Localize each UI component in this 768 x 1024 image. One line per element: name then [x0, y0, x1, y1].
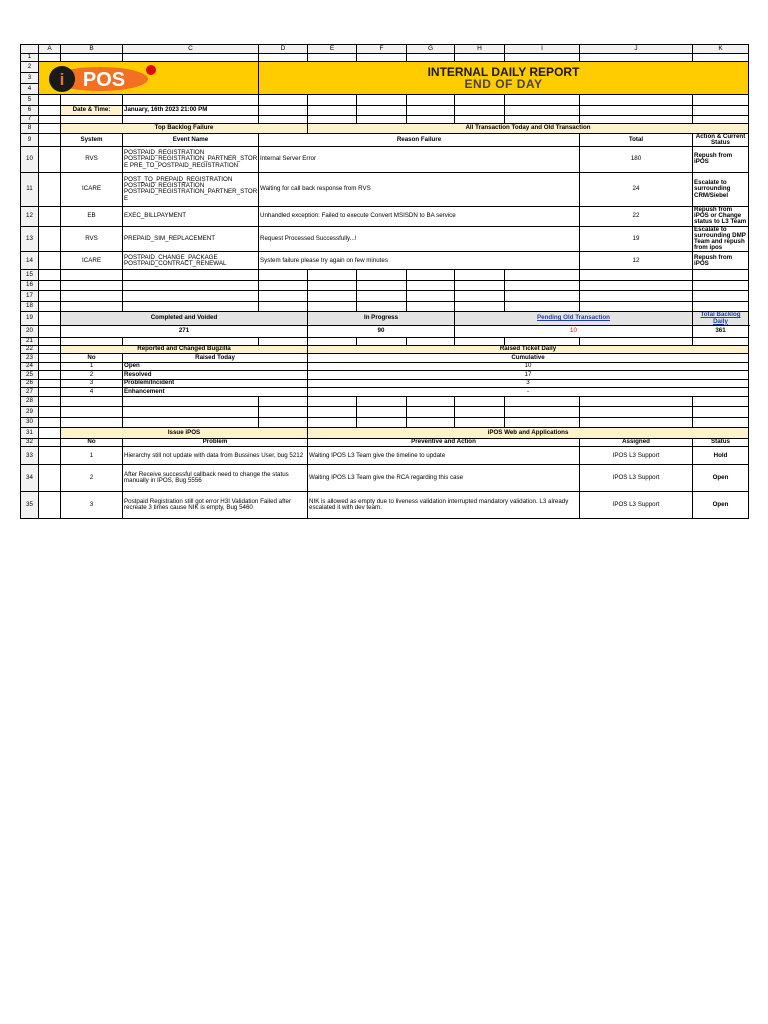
bug-value-cell[interactable]: 3 [308, 379, 749, 388]
bug-no-cell[interactable]: 3 [61, 379, 123, 388]
row-number[interactable]: 22 [21, 345, 39, 354]
issue-no-cell[interactable]: 3 [61, 492, 123, 519]
total-cell[interactable]: 22 [580, 206, 693, 226]
no-header: No [61, 354, 123, 363]
row-number[interactable]: 27 [21, 388, 39, 397]
row-number[interactable]: 4 [21, 84, 39, 95]
table-row [21, 465, 749, 492]
column-header-row [21, 45, 749, 54]
row-number[interactable]: 7 [21, 116, 39, 124]
ipos-logo [40, 62, 257, 94]
row-number[interactable]: 11 [21, 172, 39, 206]
bug-value-cell[interactable]: 10 [308, 362, 749, 371]
assigned-header: Assigned [580, 438, 693, 447]
system-cell[interactable]: RVS [61, 226, 123, 252]
table-row [21, 371, 749, 380]
action-cell[interactable]: NIK is allowed as empty due to liveness validation interrupted mandatory validation. L3 already escalated it with dev team. [308, 492, 580, 519]
row-number[interactable]: 15 [21, 270, 39, 281]
row-number[interactable]: 26 [21, 379, 39, 388]
row-number[interactable]: 10 [21, 146, 39, 172]
assigned-cell[interactable]: IPOS L3 Support [580, 465, 693, 492]
action-cell[interactable]: Waiting IPOS L3 Team give the RCA regarding this case [308, 465, 580, 492]
action-cell[interactable]: Repush from iPOS [693, 146, 749, 172]
date-value[interactable]: January, 16th 2023 21:00 PM [123, 105, 259, 116]
table-row [21, 379, 749, 388]
issue-no-cell[interactable]: 2 [61, 465, 123, 492]
bug-no-cell[interactable]: 4 [61, 388, 123, 397]
total-backlog-value[interactable]: 361 [693, 325, 749, 337]
system-header: System [61, 133, 123, 146]
all-transaction-section: All Transaction Today and Old Transaction [308, 124, 749, 134]
in-progress-label: In Progress [308, 312, 455, 325]
row-number[interactable]: 24 [21, 362, 39, 371]
action-cell[interactable]: Escalate to surrounding CRM/Siebel [693, 172, 749, 206]
total-cell[interactable]: 12 [580, 252, 693, 270]
reason-cell[interactable]: Request Processed Successfully...! [259, 226, 580, 252]
column-header-c[interactable]: C [123, 45, 259, 54]
column-header-g[interactable]: G [407, 45, 455, 54]
row-number[interactable]: 6 [21, 105, 39, 116]
logo-cell [39, 62, 259, 95]
corner-cell[interactable] [21, 45, 39, 54]
total-cell[interactable]: 24 [580, 172, 693, 206]
issue-no-header: No [61, 438, 123, 447]
table-row [21, 206, 749, 226]
row-number[interactable]: 25 [21, 371, 39, 380]
action-cell[interactable]: Escalate to surrounding DMP Team and repush from ipos [693, 226, 749, 252]
row-number[interactable]: 28 [21, 396, 39, 407]
table-row [21, 146, 749, 172]
reason-failure-header: Reason Failure [259, 133, 580, 146]
column-header-d[interactable]: D [259, 45, 308, 54]
preventive-action-header: Preventive and Action [308, 438, 580, 447]
ipos-web-section: iPOS Web and Applications [308, 428, 749, 439]
pending-old-transaction-link[interactable] [455, 312, 693, 325]
raised-today-header: Raised Today [123, 354, 308, 363]
table-row [21, 252, 749, 270]
assigned-cell[interactable]: IPOS L3 Support [580, 492, 693, 519]
row-number[interactable]: 9 [21, 133, 39, 146]
row-number[interactable]: 34 [21, 465, 39, 492]
system-cell[interactable]: RVS [61, 146, 123, 172]
total-cell[interactable]: 19 [580, 226, 693, 252]
table-row [21, 447, 749, 465]
bug-label-cell[interactable]: Enhancement [123, 388, 308, 397]
bug-label-cell[interactable]: Open [123, 362, 308, 371]
report-title-line1: INTERNAL DAILY REPORT [427, 65, 580, 79]
status-cell[interactable]: Open [693, 492, 749, 519]
event-name-cell[interactable]: PREPAID_SIM_REPLACEMENT [123, 226, 259, 252]
pending-old-transaction-label[interactable]: Pending Old Transaction [537, 314, 610, 322]
assigned-cell[interactable]: IPOS L3 Support [580, 447, 693, 465]
table-row [21, 226, 749, 252]
reason-cell[interactable]: Unhandled exception: Failed to execute Convert MSISDN to BA service [259, 206, 580, 226]
table-row [21, 388, 749, 397]
date-label: Date & Time: [61, 105, 123, 116]
bug-value-cell[interactable]: - [308, 388, 749, 397]
row-number[interactable]: 17 [21, 291, 39, 302]
row-number[interactable]: 3 [21, 73, 39, 84]
system-cell[interactable]: EB [61, 206, 123, 226]
column-header-i[interactable]: I [505, 45, 580, 54]
bug-no-cell[interactable]: 1 [61, 362, 123, 371]
bug-value-cell[interactable]: 17 [308, 371, 749, 380]
row-number[interactable]: 30 [21, 417, 39, 428]
table-row [21, 492, 749, 519]
completed-value[interactable]: 271 [61, 325, 308, 337]
pending-value[interactable]: 10 [455, 325, 693, 337]
status-cell[interactable]: Open [693, 465, 749, 492]
table-row [21, 362, 749, 371]
system-cell[interactable]: ICARE [61, 172, 123, 206]
total-cell[interactable]: 180 [580, 146, 693, 172]
event-name-cell[interactable]: POST_TO_PREPAID_REGISTRATION POSTPAID_REGISTRATION POSTPAID_REGISTRATION_PARTNER_STOR E [123, 172, 259, 206]
problem-cell[interactable]: Hierarchy still not update with data from Bussines User, bug 5212 [123, 447, 308, 465]
row-number[interactable]: 2 [21, 62, 39, 73]
column-header-h[interactable]: H [455, 45, 505, 54]
system-cell[interactable]: ICARE [61, 252, 123, 270]
row-number[interactable]: 33 [21, 447, 39, 465]
problem-cell[interactable]: Postpaid Registration still got error H3I Validation Failed after recreate 3 times cause NIK is empty, Bug 5460 [123, 492, 308, 519]
reason-cell[interactable]: Internal Server Error [259, 146, 580, 172]
row-number[interactable]: 14 [21, 252, 39, 270]
top-backlog-section: Top Backlog Failure [61, 124, 308, 134]
reason-cell[interactable]: System failure please try again on few minutes [259, 252, 580, 270]
column-header-k[interactable]: K [693, 45, 749, 54]
action-cell[interactable]: Repush from iPOS or Change status to L3 Team [693, 206, 749, 226]
logo-text: POS [82, 69, 126, 91]
bug-no-cell[interactable]: 2 [61, 371, 123, 380]
column-header-e[interactable]: E [308, 45, 357, 54]
report-title-line2: END OF DAY [464, 77, 543, 91]
row-number[interactable]: 29 [21, 407, 39, 418]
cumulative-header: Cumulative [308, 354, 749, 363]
action-cell[interactable]: Waiting IPOS L3 Team give the timeline to update [308, 447, 580, 465]
bugzilla-section: Reported and Changed Bugzilla [61, 345, 308, 354]
row-number[interactable]: 23 [21, 354, 39, 363]
column-header-b[interactable]: B [61, 45, 123, 54]
completed-label: Completed and Voided [61, 312, 308, 325]
row-number[interactable]: 12 [21, 206, 39, 226]
problem-header: Problem [123, 438, 308, 447]
ipos-logo-icon [44, 64, 160, 94]
action-status-header: Action & Current Status [693, 133, 749, 146]
table-row [21, 172, 749, 206]
row-number[interactable]: 20 [21, 325, 39, 337]
raised-ticket-section: Raised Ticket Daily [308, 345, 749, 354]
row-number[interactable]: 32 [21, 438, 39, 447]
event-name-header: Event Name [123, 133, 259, 146]
issue-no-cell[interactable]: 1 [61, 447, 123, 465]
row-number[interactable]: 8 [21, 124, 39, 134]
reason-cell[interactable]: Waiting for call back response from RVS [259, 172, 580, 206]
issue-ipos-section: Issue iPOS [61, 428, 308, 439]
problem-cell[interactable]: After Receive successful callback need to change the status manually in IPOS, Bug 5556 [123, 465, 308, 492]
row-number[interactable]: 31 [21, 428, 39, 439]
row-number[interactable]: 5 [21, 95, 39, 106]
row-number[interactable]: 35 [21, 492, 39, 519]
total-backlog-daily-link[interactable] [693, 312, 749, 325]
total-backlog-daily-label[interactable]: Total Backlog Daily [700, 311, 741, 325]
row-number[interactable]: 13 [21, 226, 39, 252]
status-cell[interactable]: Hold [693, 447, 749, 465]
action-cell[interactable]: Repush from iPOS [693, 252, 749, 270]
row-number[interactable]: 19 [21, 312, 39, 325]
status-header: Status [693, 438, 749, 447]
total-header: Total [580, 133, 693, 146]
event-name-cell[interactable]: POSTPAID_REGISTRATION POSTPAID_REGISTRATION_PARTNER_STOR E PRE_TO_POSTPAID_REGISTRATION [123, 146, 259, 172]
logo-letter: i [59, 70, 65, 89]
column-header-a[interactable]: A [39, 45, 61, 54]
row-number[interactable]: 18 [21, 301, 39, 312]
bug-label-cell[interactable]: Resolved [123, 371, 308, 380]
column-header-j[interactable]: J [580, 45, 693, 54]
row-number[interactable]: 21 [21, 337, 39, 345]
row-number[interactable]: 16 [21, 280, 39, 291]
event-name-cell[interactable]: POSTPAID_CHANGE_PACKAGE POSTPAID_CONTRACT_RENEWAL [123, 252, 259, 270]
in-progress-value[interactable]: 90 [308, 325, 455, 337]
row-number[interactable]: 1 [21, 54, 39, 62]
report-title [259, 62, 749, 95]
column-header-f[interactable]: F [357, 45, 407, 54]
report-spreadsheet [20, 44, 749, 519]
bug-label-cell[interactable]: Problem/Incident [123, 379, 308, 388]
event-name-cell[interactable]: EXEC_BILLPAYMENT [123, 206, 259, 226]
